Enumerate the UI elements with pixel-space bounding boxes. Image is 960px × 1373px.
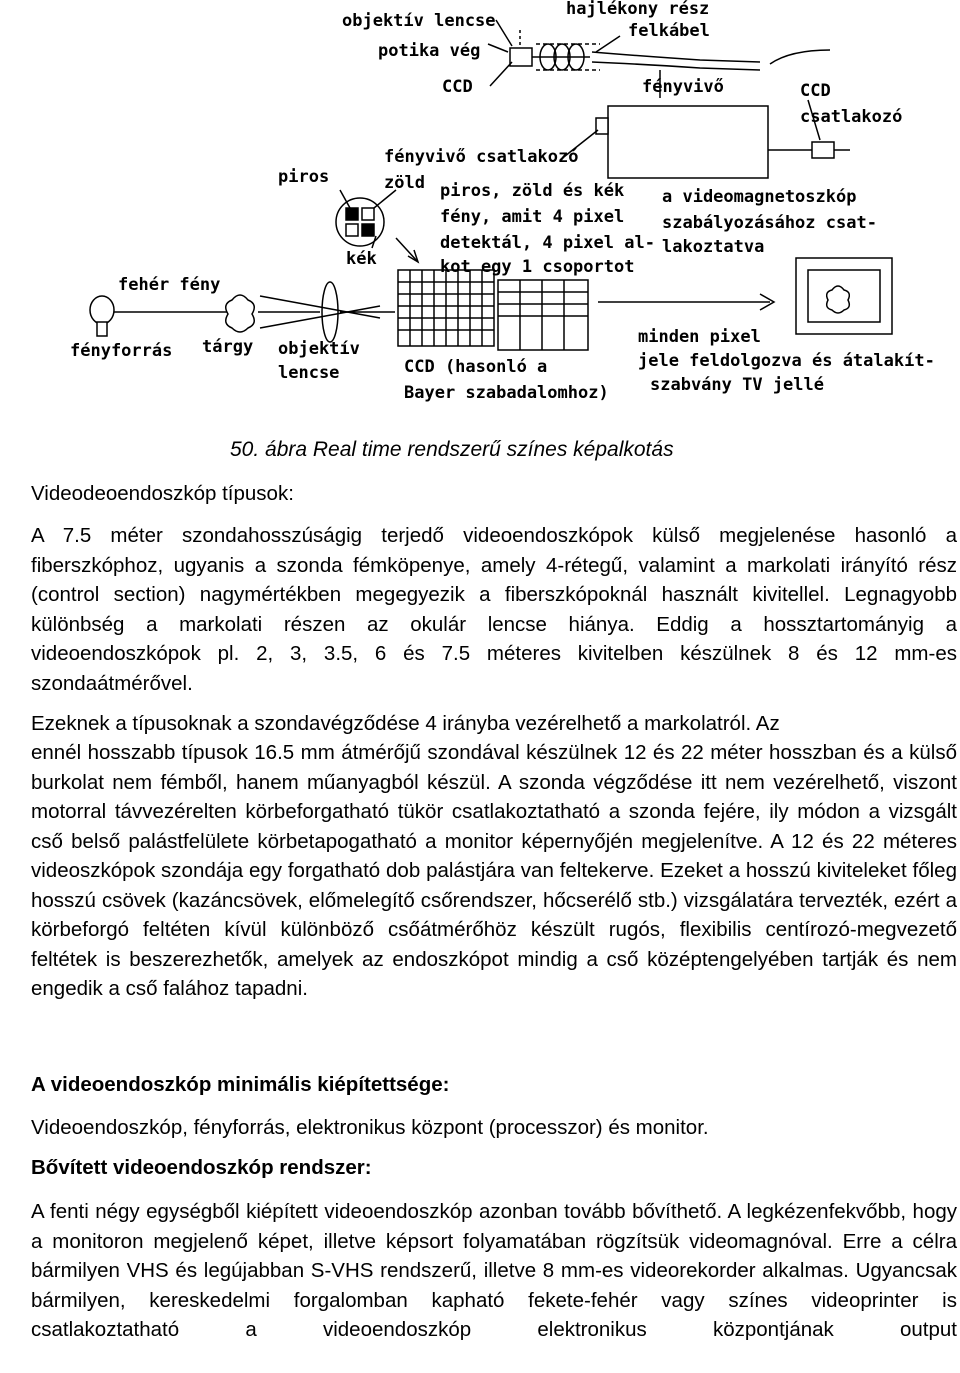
figure-diagram	[0, 0, 960, 420]
pixel-group-illustration	[336, 190, 396, 248]
label-rgb-4: kot egy 1 csoportot	[440, 257, 635, 277]
label-zold: zöld	[384, 173, 425, 193]
label-ccd-top: CCD	[442, 77, 473, 97]
endoscope-diagram	[0, 0, 960, 420]
figure-caption: 50. ábra Real time rendszerű színes képalkotás	[230, 438, 674, 461]
label-objektiv-1: objektív	[278, 339, 360, 359]
label-vcr-1: a videomagnetoszkóp	[662, 187, 857, 207]
label-ccd-csatlakozo-1: CCD	[800, 81, 831, 101]
label-piros: piros	[278, 167, 330, 187]
heading-minimal: A videoendoszkóp minimális kiépítettsége:	[31, 1073, 450, 1096]
label-feher-feny: fehér fény	[118, 275, 221, 295]
label-potika-veg: potika vég	[378, 41, 481, 61]
paragraph-2: ennél hosszabb típusok 16.5 mm átmérőjű szondával készülnek 12 és 22 méter hosszban és a külső burkolat nem fémből, hanem műanyagból készül. A szonda végződése itt nem vezérelhető, viszont motorral távvezérelten körbeforgatható tükör csatlakoztatható a szonda fejére, ily módon a vizsgált cső belső palástfelülete körbetapogatható a monitor képernyőjén megjelenítve. A 12 és 22 méteres videoszkópok szondája egy forgatható dob palástjára van feltekerve. Ezeket a hosszú kiviteleket főleg hosszú csövek (kazáncsövek, előmelegítő csőrendszer, hőcserélő stb.) vizsgálatára tervezték, ezért a körbeforgó feltéten kívül különböző csőátmérőhöz készült rugós, flexibilis centírozó-megvezető feltétek is beszerezhetők, amelyek az endoszkópot mindig a cső középtengelyében tartják és nem engedik a cső falához tapadni.	[31, 741, 957, 1000]
label-rgb-3: detektál, 4 pixel al-	[440, 233, 655, 253]
monitor-illustration	[796, 258, 892, 334]
paragraph-minimal: Videoendoszkóp, fényforrás, elektronikus központ (processzor) és monitor.	[31, 1116, 709, 1139]
label-ccd-bayer-2: Bayer szabadalomhoz)	[404, 383, 609, 403]
paragraph-2-first-line: Ezeknek a típusoknak a szondavégződése 4 irányba vezérelhető a markolatról. Az	[31, 712, 780, 735]
label-ccd-bayer-1: CCD (hasonló a	[404, 357, 548, 377]
label-pixel-2: jele feldolgozva és átalakít-	[638, 351, 935, 371]
label-hajlekony-resz: hajlékony rész	[566, 0, 710, 19]
label-felkabel: felkábel	[628, 21, 710, 41]
label-pixel-1: minden pixel	[638, 327, 761, 347]
label-fenyforras: fényforrás	[70, 341, 173, 361]
heading-extended: Bővített videoendoszkóp rendszer:	[31, 1156, 372, 1179]
label-objektiv-2: lencse	[278, 363, 340, 383]
label-fenyvivo: fényvivő	[642, 77, 724, 97]
paragraph-extended: A fenti négy egységből kiépített videoendoszkóp azonban tovább bővíthető. A legkézenfekvőbb, hogy a monitoron megjelenő képet, illetve képsort folyamatában rögzítsük videomagnóval. Erre a célra bármilyen VHS és legújabban S-VHS rendszerű, illetve 8 mm-es videorekorder alkalmas. Ugyancsak bármilyen, kereskedelmi forgalomban kapható fekete-fehér vagy színes videoprinter is csatlakoztatható a videoendoszkóp elektronikus központjának output	[31, 1200, 957, 1341]
label-targy: tárgy	[202, 337, 254, 357]
label-vcr-3: lakoztatva	[662, 237, 765, 257]
label-fenyvivo-csatlakozo: fényvivő csatlakozó	[384, 147, 579, 167]
label-vcr-2: szabályozásához csat-	[662, 213, 877, 233]
label-ccd-csatlakozo-2: csatlakozó	[800, 107, 903, 127]
heading-types: Videodeoendoszkóp típusok:	[31, 482, 294, 505]
label-pixel-3: szabvány TV jellé	[650, 375, 824, 395]
label-kek: kék	[346, 249, 377, 269]
ccd-grid-illustration	[396, 238, 588, 350]
label-rgb-1: piros, zöld és kék	[440, 181, 625, 201]
label-objektiv-lencse-top: objektív lencse	[342, 11, 496, 31]
signal-arrow-illustration	[598, 294, 774, 310]
label-rgb-2: fény, amit 4 pixel	[440, 207, 625, 227]
paragraph-1: A 7.5 méter szondahosszúságig terjedő videoendoszkópok külső megjelenése hasonló a fiberszkóphoz, ugyanis a szonda fémköpenye, amely 4-rétegű, valamint a markolati irányító rész (control section) nagymértékben megegyezik a fiberszkópoknál használt kivitellel. Legnagyobb különbség a markolati részen az okulár lencse hiánya. Eddig a hossztartományig a videoendoszkópok pl. 2, 3, 3.5, 6 és 7.5 méteres kivitelben készülnek 8 és 12 mm-es szondaátmérővel.	[31, 524, 957, 695]
